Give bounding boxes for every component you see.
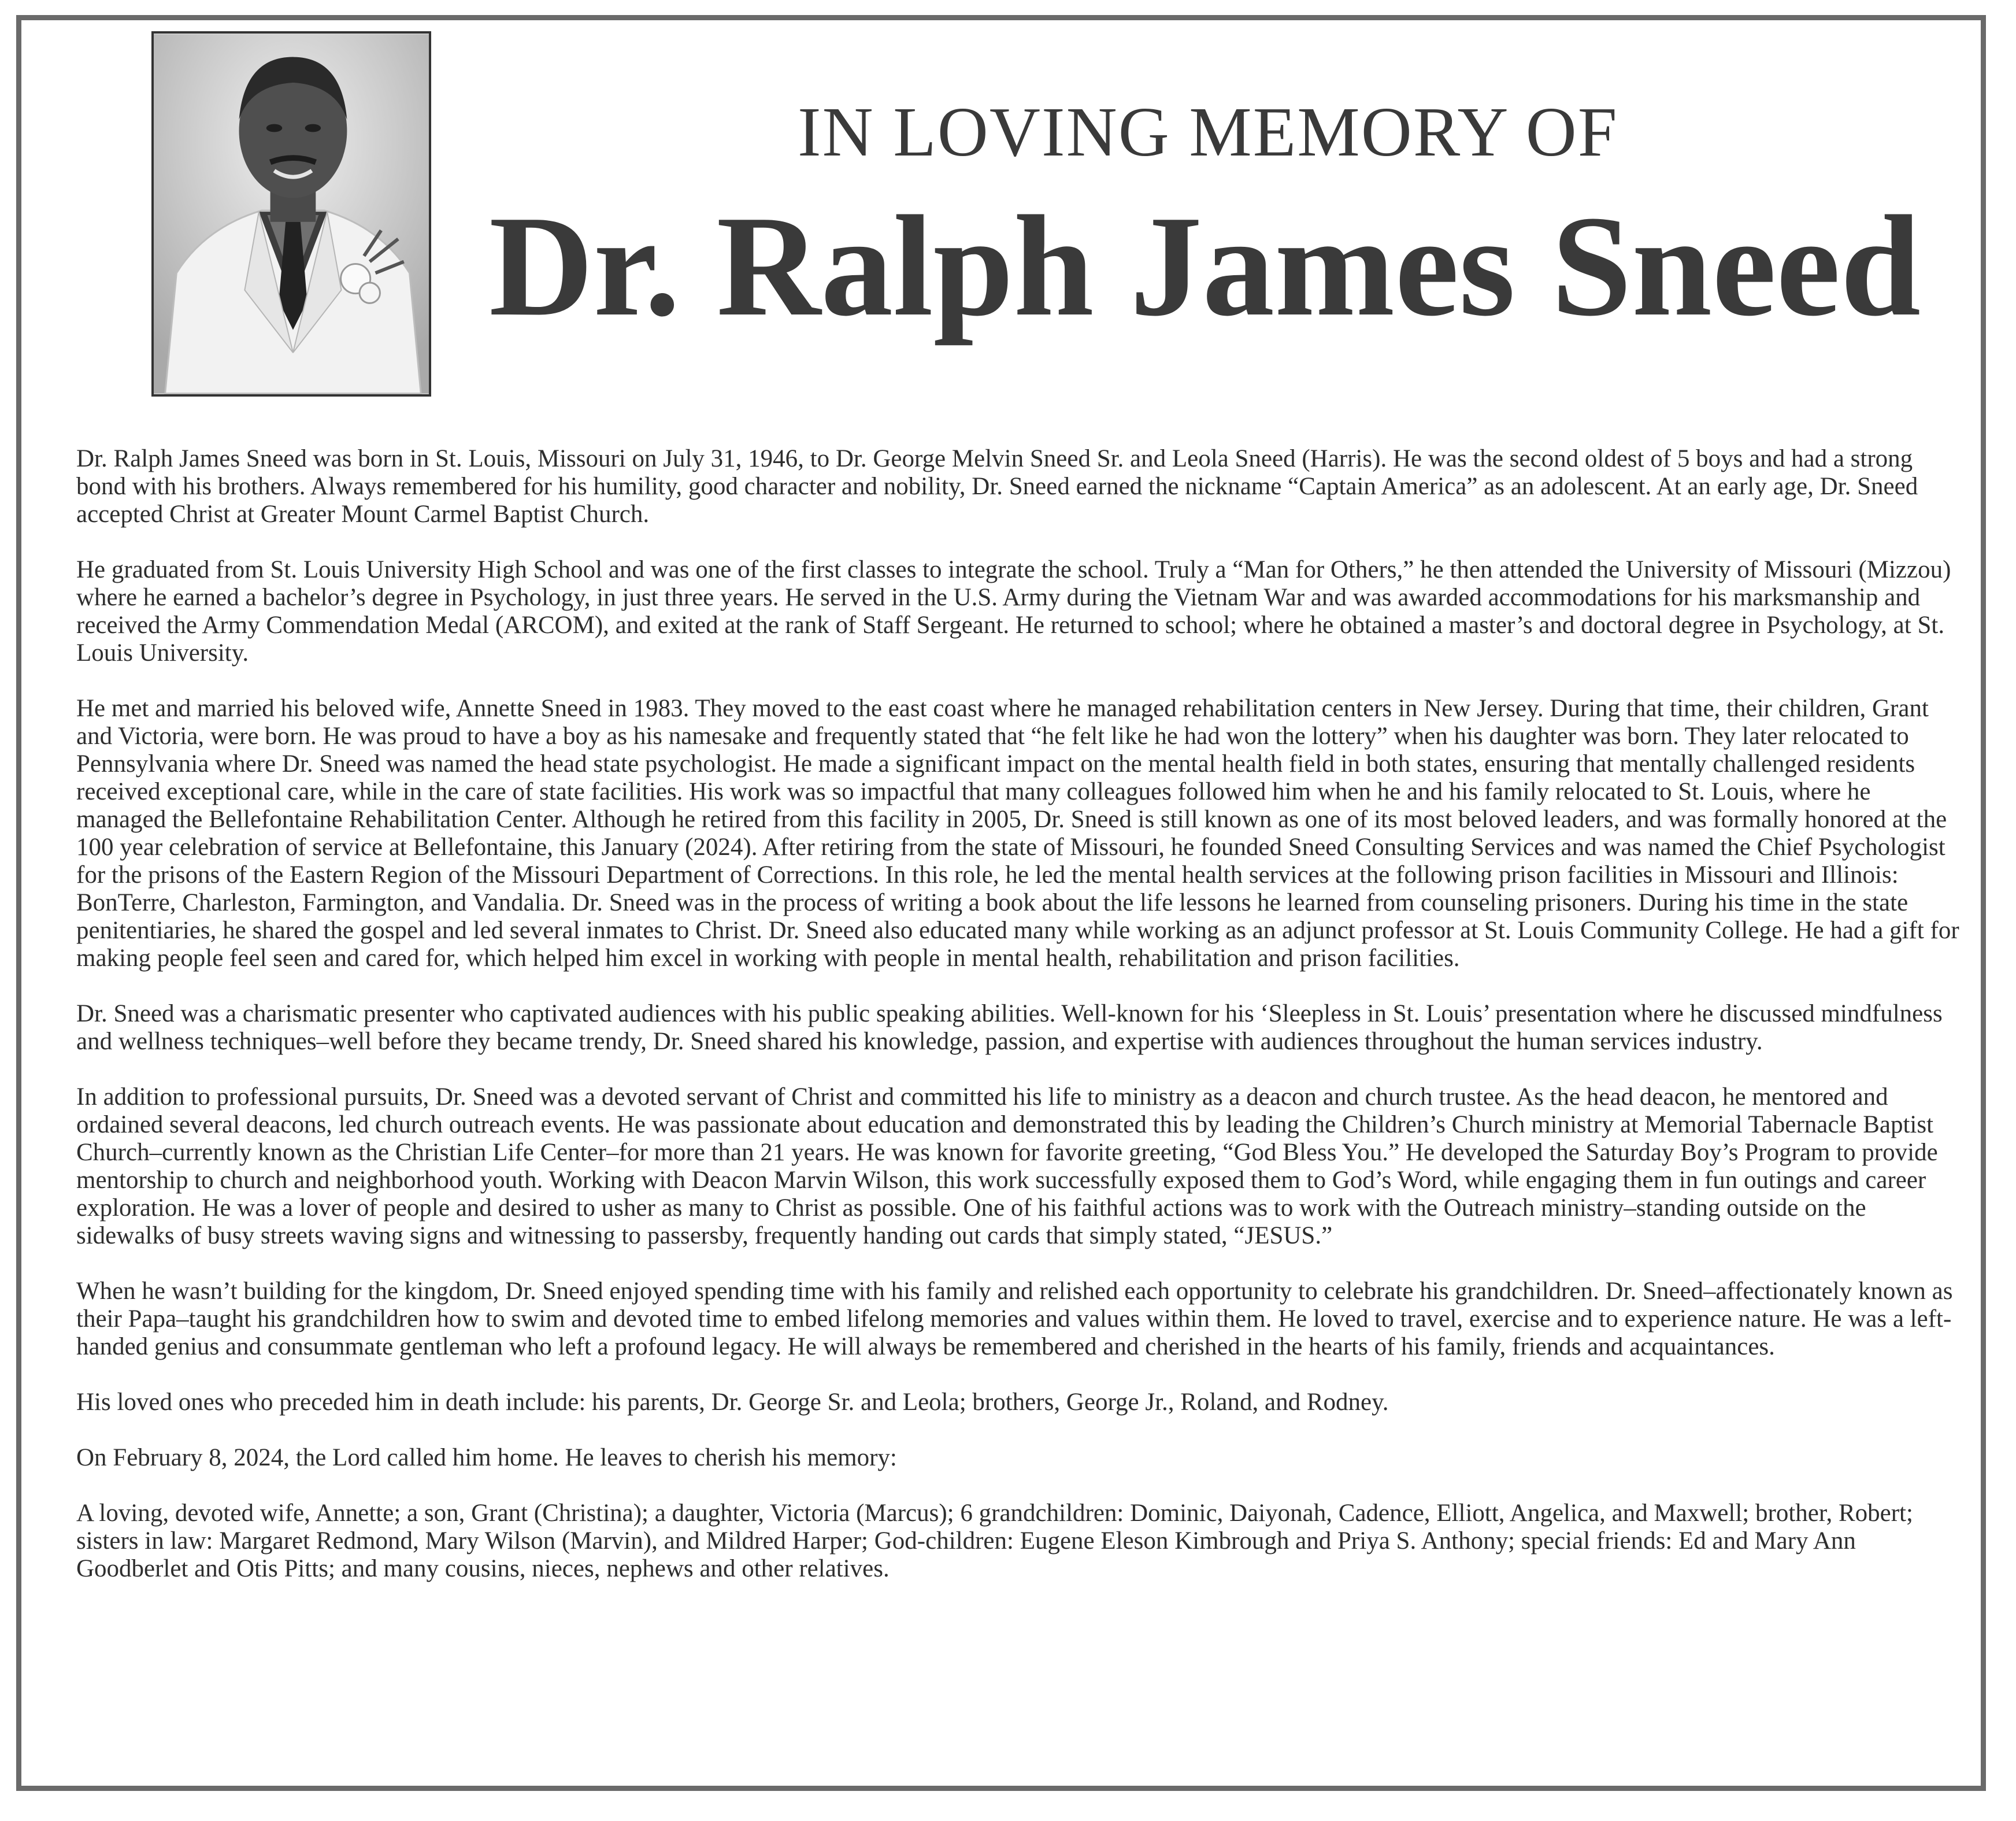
paragraph-ministry: In addition to professional pursuits, Dr. Sneed was a devoted servant of Christ and committed his life to ministry as a deacon and church trustee. As the head deacon, he mentored and ordained several deacons, led church outreach events. He was passionate about education and demonstrated this by leading the Children’s Church ministry at Memorial Tabernacle Baptist Church–currently known as the Christian Life Center–for more than 21 years. He was known for favorite greeting, “God Bless You.” He developed the Saturday Boy’s Program to provide mentorship to church and neighborhood youth. Working with Deacon Marvin Wilson, this work successfully exposed them to God’s Word, while engaging them in fun outings and career exploration. He was a lover of people and desired to usher as many to Christ as possible. One of his faithful actions was to work with the Outreach ministry–standing outside on the sidewalks of busy streets waving signs and witnessing to passersby, frequently handing out cards that simply stated, “JESUS.” — [76, 1083, 1938, 1249]
paragraph-preceded: His loved ones who preceded him in death include: his parents, Dr. George Sr. and Leola; brothers, George Jr., Roland, and Rodney. — [76, 1389, 1389, 1416]
paragraph-birth: Dr. Ralph James Sneed was born in St. Louis, Missouri on July 31, 1946, to Dr. George Melvin Sneed Sr. and Leola Sneed (Harris). He was the second oldest of 5 boys and had a strong bond with his brothers. Always remembered for his humility, good character and nobility, Dr. Sneed earned the nickname “Captain America” as an adolescent. At an early age, Dr. Sneed accepted Christ at Greater Mount Carmel Baptist Church. — [76, 445, 1918, 528]
paragraph-family-life: When he wasn’t building for the kingdom, Dr. Sneed enjoyed spending time with his family and relished each opportunity to celebrate his grandchildren. Dr. Sneed–affectionately known as their Papa–taught his grandchildren how to swim and devoted time to embed lifelong memories and values within them. He loved to travel, exercise and to experience nature. He was a left-handed genius and consummate gentleman who left a profound legacy. He will always be remembered and cherished in the hearts of his family, friends and acquaintances. — [76, 1278, 1953, 1360]
paragraph-education: He graduated from St. Louis University High School and was one of the first classes to integrate the school. Truly a “Man for Others,” he then attended the University of Missouri (Mizzou) where he earned a bachelor’s degree in Psychology, in just three years. He served in the U.S. Army during the Vietnam War and was awarded accommodations for his marksmanship and received the Army Commendation Medal (ARCOM), and exited at the rank of Staff Sergeant. He returned to school; where he obtained a master’s and doctoral degree in Psychology, at St. Louis University. — [76, 556, 1951, 667]
paragraph-speaking: Dr. Sneed was a charismatic presenter who captivated audiences with his public speaking abilities. Well-known for his ‘Sleepless in St. Louis’ presentation where he discussed mindfulness and wellness techniques–well before they became trendy, Dr. Sneed shared his knowledge, passion, and expertise with audiences throughout the human services industry. — [76, 1000, 1943, 1055]
paragraph-career: He met and married his beloved wife, Annette Sneed in 1983. They moved to the east coast where he managed rehabilitation centers in New Jersey. During that time, their children, Grant and Victoria, were born. He was proud to have a boy as his namesake and frequently stated that “he felt like he had won the lottery” when his daughter was born. They later relocated to Pennsylvania where Dr. Sneed was named the head state psychologist. He made a significant impact on the mental health field in both states, ensuring that mentally challenged residents received exceptional care, while in the care of state facilities. His work was so impactful that many colleagues followed him when he and his family relocated to St. Louis, where he managed the Bellefontaine Rehabilitation Center. Although he retired from this facility in 2005, Dr. Sneed is still known as one of its most beloved leaders, and was formally honored at the 100 year celebration of service at Bellefontaine, this January (2024). After retiring from the state of Missouri, he founded Sneed Consulting Services and was named the Chief Psychologist for the prisons of the Eastern Region of the Missouri Department of Corrections. In this role, he led the mental health services at the following prison facilities in Missouri and Illinois: BonTerre, Charleston, Farmington, and Vandalia. Dr. Sneed was in the process of writing a book about the life lessons he learned from counseling prisoners. During his time in the state penitentiaries, he shared the gospel and led several inmates to Christ. Dr. Sneed also educated many while working as an adjunct professor at St. Louis Community College. He had a gift for making people feel seen and cared for, which helped him excel in working with people in mental health, rehabilitation and prison facilities. — [76, 695, 1959, 972]
portrait-photo-icon — [154, 34, 429, 394]
obituary-body — [76, 445, 1961, 1611]
portrait-photo — [151, 31, 431, 397]
memorial-overline: IN LOVING MEMORY OF — [798, 93, 1618, 171]
paragraph-called-home: On February 8, 2024, the Lord called him home. He leaves to cherish his memory: — [76, 1444, 897, 1471]
deceased-name: Dr. Ralph James Sneed — [489, 186, 1921, 346]
paragraph-survivors: A loving, devoted wife, Annette; a son, Grant (Christina); a daughter, Victoria (Marcus); 6 grandchildren: Dominic, Daiyonah, Cadence, Elliott, Angelica, and Maxwell; brother, Robert; sisters in law: Margaret Redmond, Mary Wilson (Marvin), and Mildred Harper; God-children: Eugene Eleson Kimbrough and Priya S. Anthony; special friends: Ed and Mary Ann Goodberlet and Otis Pitts; and many cousins, nieces, nephews and other relatives. — [76, 1500, 1913, 1582]
